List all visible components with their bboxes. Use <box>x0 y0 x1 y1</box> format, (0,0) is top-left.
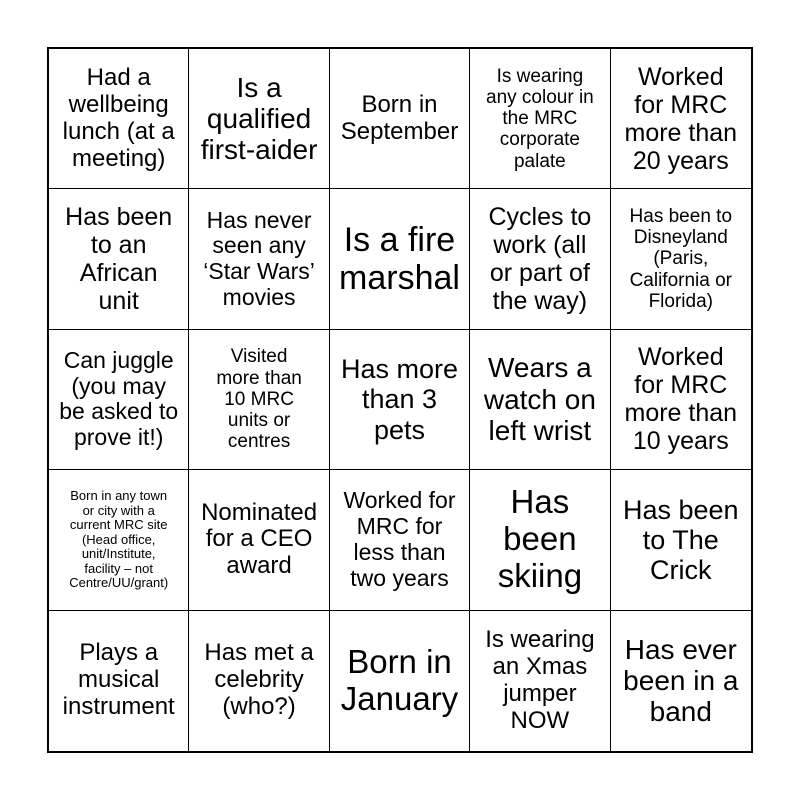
bingo-cell-label: Has never seen any ‘Star Wars’ movies <box>203 206 315 310</box>
bingo-cell-r4-c2[interactable] <box>189 470 329 610</box>
bingo-cell-label: Had a wellbeing lunch (at a meeting) <box>62 63 175 172</box>
bingo-cell-label: Wears a watch on left wrist <box>483 352 596 447</box>
bingo-cell-label: Is wearing any colour in the MRC corporate palate <box>486 65 594 172</box>
bingo-cell-r3-c1[interactable] <box>49 330 189 470</box>
bingo-cell-r3-c4[interactable] <box>470 330 610 470</box>
bingo-cell-r2-c4[interactable] <box>470 189 610 329</box>
bingo-cell-label: Has met a celebrity (who?) <box>204 639 314 721</box>
bingo-cell-r3-c5[interactable] <box>611 330 751 470</box>
bingo-cell-label: Is wearing an Xmas jumper NOW <box>485 626 595 734</box>
bingo-cell-label: Cycles to work (all or part of the way) <box>488 203 592 316</box>
bingo-cell-r1-c1[interactable] <box>49 49 189 189</box>
bingo-cell-label: Nominated for a CEO award <box>201 498 318 580</box>
bingo-cell-label: Has been to Disneyland (Paris, California or Florida) <box>629 205 733 312</box>
bingo-cell-r4-c3[interactable] <box>330 470 470 610</box>
bingo-cell-label: Has been to an African unit <box>65 203 173 316</box>
bingo-cell-r1-c5[interactable] <box>611 49 751 189</box>
bingo-cell-r1-c4[interactable] <box>470 49 610 189</box>
bingo-cell-r5-c2[interactable] <box>189 611 329 751</box>
bingo-cell-label: Has been skiing <box>497 483 583 595</box>
bingo-cell-r2-c3[interactable] <box>330 189 470 329</box>
bingo-cell-label: Born in January <box>340 642 459 717</box>
bingo-cell-label: Visited more than 10 MRC units or centres <box>216 346 302 453</box>
bingo-cell-r4-c1[interactable] <box>49 470 189 610</box>
bingo-cell-r5-c5[interactable] <box>611 611 751 751</box>
bingo-cell-r1-c3[interactable] <box>330 49 470 189</box>
bingo-cell-r5-c1[interactable] <box>49 611 189 751</box>
bingo-cell-label: Plays a musical instrument <box>62 639 175 721</box>
bingo-cell-r2-c2[interactable] <box>189 189 329 329</box>
bingo-cell-r2-c1[interactable] <box>49 189 189 329</box>
bingo-card <box>47 47 753 753</box>
bingo-cell-label: Can juggle (you may be asked to prove it!) <box>59 346 179 451</box>
bingo-cell-label: Is a fire marshal <box>339 221 460 298</box>
bingo-cell-label: Is a qualified first-aider <box>200 71 318 166</box>
bingo-cell-label: Worked for MRC more than 20 years <box>624 62 738 175</box>
bingo-cell-r3-c2[interactable] <box>189 330 329 470</box>
bingo-cell-label: Born in any town or city with a current MRC site (Head office, unit/Institute, facility – not Centre/UU/grant) <box>69 487 169 591</box>
bingo-cell-r5-c3[interactable] <box>330 611 470 751</box>
bingo-cell-r2-c5[interactable] <box>611 189 751 329</box>
bingo-cell-label: Has more than 3 pets <box>340 354 458 445</box>
bingo-cell-label: Has ever been in a band <box>623 633 739 728</box>
bingo-cell-r3-c3[interactable] <box>330 330 470 470</box>
bingo-cell-r1-c2[interactable] <box>189 49 329 189</box>
bingo-cell-label: Has been to The Crick <box>622 494 739 585</box>
bingo-cell-label: Born in September <box>340 90 459 145</box>
bingo-cell-r5-c4[interactable] <box>470 611 610 751</box>
bingo-cell-label: Worked for MRC for less than two years <box>343 487 456 591</box>
bingo-cell-r4-c5[interactable] <box>611 470 751 610</box>
bingo-cell-r4-c4[interactable] <box>470 470 610 610</box>
bingo-cell-label: Worked for MRC more than 10 years <box>624 343 738 456</box>
